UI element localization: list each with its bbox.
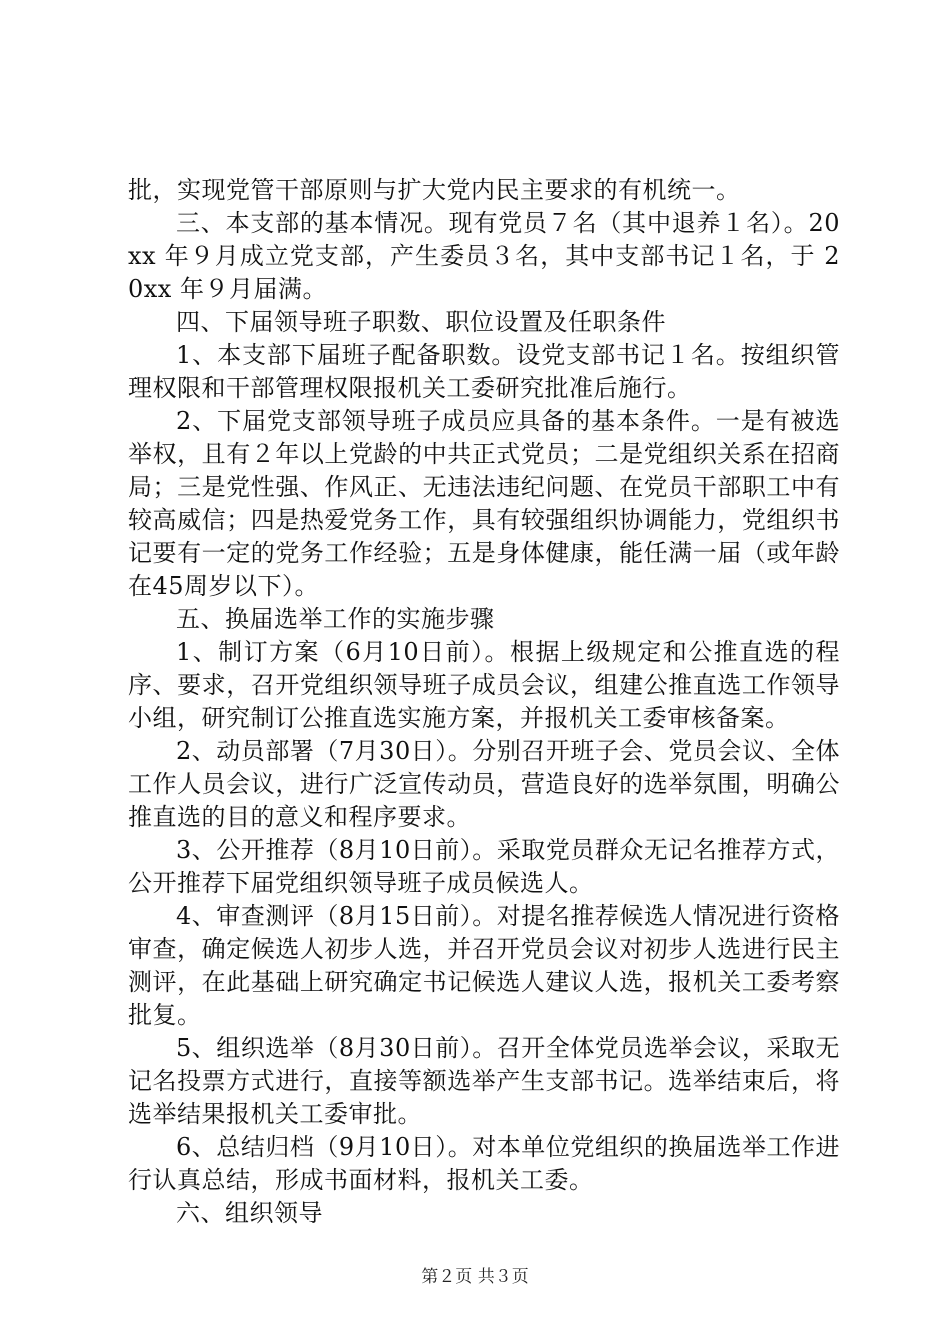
- paragraph-5-5: 5、组织选举（8月30日前）。召开全体党员选举会议，采取无记名投票方式进行，直接等额选举产生支部书记。选举结束后，将选举结果报机关工委审批。: [128, 1034, 840, 1128]
- document-body: [128, 174, 840, 1230]
- page-number-footer: 第２页 共３页: [421, 1267, 529, 1287]
- heading-section-4: 四、下届领导班子职数、职位设置及任职条件: [176, 308, 666, 336]
- paragraph-4-2: 2、下届党支部领导班子成员应具备的基本条件。一是有被选举权，且有２年以上党龄的中共正式党员；二是党组织关系在招商局；三是党性强、作风正、无违法违纪问题、在党员干部职工中有较高威信；四是热爱党务工作，具有较强组织协调能力，党组织书记要有一定的党务工作经验；五是身体健康，能任满一届（或年龄在45周岁以下）。: [128, 407, 840, 600]
- paragraph-4-1: 1、本支部下届班子配备职数。设党支部书记１名。按组织管理权限和干部管理权限报机关工委研究批准后施行。: [128, 341, 840, 402]
- paragraph-5-4: 4、审查测评（8月15日前）。对提名推荐候选人情况进行资格审查，确定候选人初步人选，并召开党员会议对初步人选进行民主测评，在此基础上研究确定书记候选人建议人选，报机关工委考察批复。: [128, 902, 840, 1029]
- heading-section-6: 六、组织领导: [176, 1199, 323, 1227]
- paragraph-5-3: 3、公开推荐（8月10日前）。采取党员群众无记名推荐方式，公开推荐下届党组织领导班子成员候选人。: [128, 836, 840, 897]
- paragraph-continuation: 批，实现党管干部原则与扩大党内民主要求的有机统一。: [128, 176, 741, 204]
- paragraph-5-6: 6、总结归档（9月10日）。对本单位党组织的换届选举工作进行认真总结，形成书面材料，报机关工委。: [128, 1133, 840, 1194]
- heading-section-5: 五、换届选举工作的实施步骤: [176, 605, 495, 633]
- paragraph-5-2: 2、动员部署（7月30日）。分别召开班子会、党员会议、全体工作人员会议，进行广泛宣传动员，营造良好的选举氛围，明确公推直选的目的意义和程序要求。: [128, 737, 840, 831]
- paragraph-5-1: 1、制订方案（6月10日前）。根据上级规定和公推直选的程序、要求，召开党组织领导班子成员会议，组建公推直选工作领导小组，研究制订公推直选实施方案，并报机关工委审核备案。: [128, 638, 840, 732]
- paragraph-section-3: 三、本支部的基本情况。现有党员７名（其中退养１名）。20xx 年９月成立党支部，产生委员３名，其中支部书记１名，于 20xx 年９月届满。: [128, 209, 840, 303]
